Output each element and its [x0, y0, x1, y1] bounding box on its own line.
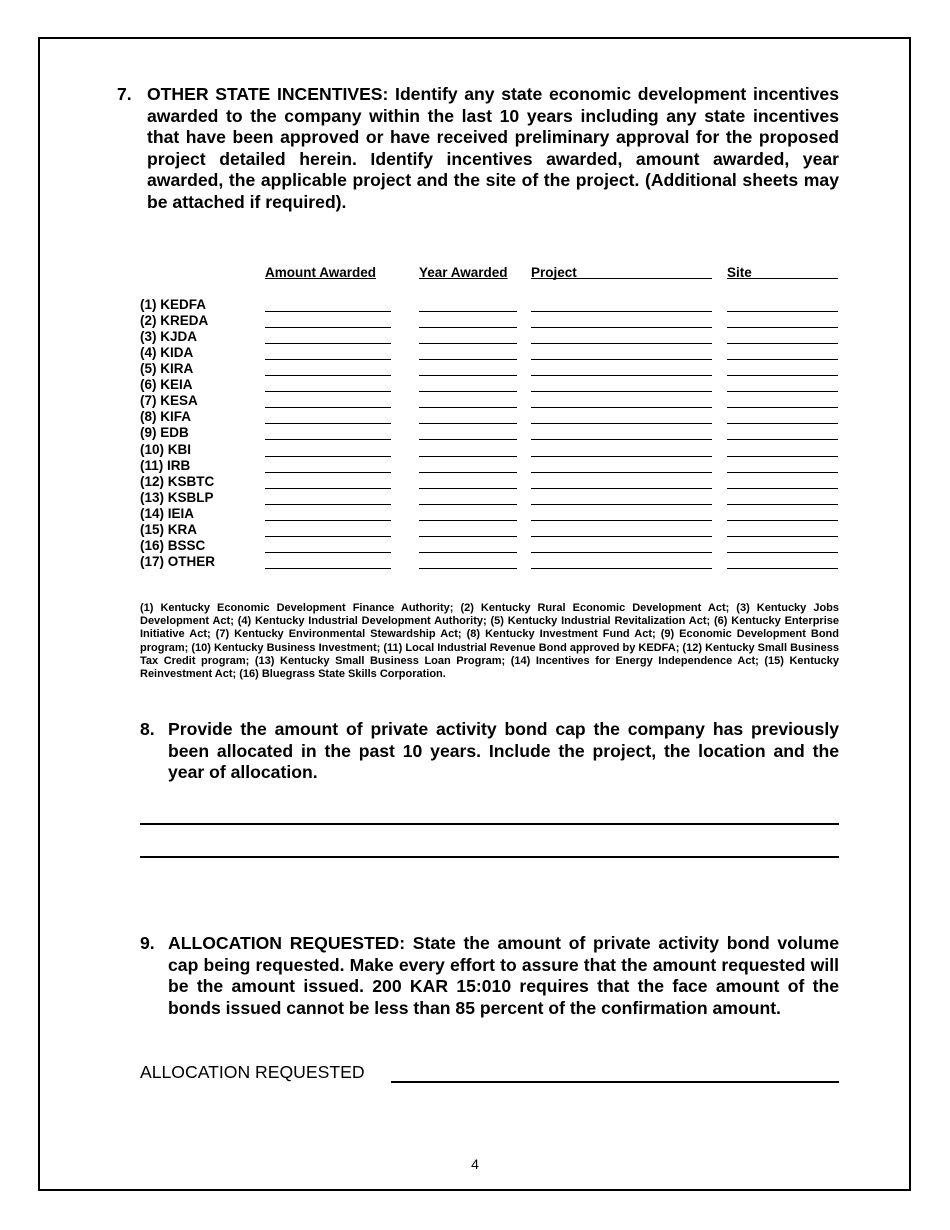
- blank-amount[interactable]: [265, 568, 391, 569]
- blank-amount[interactable]: [265, 439, 391, 440]
- blank-amount[interactable]: [265, 423, 391, 424]
- blank-site[interactable]: [727, 536, 838, 537]
- blank-project[interactable]: [531, 343, 712, 344]
- blank-project[interactable]: [531, 536, 712, 537]
- blank-site[interactable]: [727, 423, 838, 424]
- blank-amount[interactable]: [265, 552, 391, 553]
- question-9: [140, 933, 839, 1019]
- allocation-requested-field[interactable]: [391, 1081, 839, 1083]
- blank-year[interactable]: [419, 359, 517, 360]
- blank-project[interactable]: [531, 327, 712, 328]
- blank-project[interactable]: [531, 311, 712, 312]
- blank-project[interactable]: [531, 504, 712, 505]
- blank-year[interactable]: [419, 504, 517, 505]
- incentive-label: (15) KRA: [140, 521, 198, 537]
- blank-site[interactable]: [727, 375, 838, 376]
- incentive-label: (4) KIDA: [140, 345, 194, 361]
- blank-year[interactable]: [419, 327, 517, 328]
- incentive-label: (17) OTHER: [140, 553, 216, 569]
- header-site: Site: [727, 265, 838, 280]
- blank-site[interactable]: [727, 343, 838, 344]
- question-9-text: ALLOCATION REQUESTED: State the amount of private activity bond volume cap being requested. Make every effort to assure that the amount requested will be the amount issued. 200 KAR 15:010 requires that the face amount of the bonds issued cannot be less than 85 percent of the confirmation amount.: [168, 933, 839, 1018]
- incentive-footnote: (1) Kentucky Economic Development Finance Authority; (2) Kentucky Rural Economic Development Act; (3) Kentucky Jobs Development Act; (4) Kentucky Industrial Development Authority; (5) Kentucky Industrial Revitalization Act; (6) Kentucky Enterprise Initiative Act; (7) Kentucky Environmental Stewardship Act; (8) Kentucky Investment Fund Act; (9) Economic Development Bond program; (10) Kentucky Business Investment; (11) Local Industrial Revenue Bond approved by KEDFA; (12) Kentucky Small Business Tax Credit program; (13) Kentucky Small Business Loan Program; (14) Incentives for Energy Independence Act; (15) Kentucky Reinvestment Act; (16) Bluegrass State Skills Corporation.: [140, 602, 839, 681]
- question-9-number: 9.: [140, 933, 155, 953]
- blank-amount[interactable]: [265, 359, 391, 360]
- blank-site[interactable]: [727, 552, 838, 553]
- header-year-awarded: Year Awarded: [419, 265, 508, 280]
- blank-amount[interactable]: [265, 327, 391, 328]
- blank-year[interactable]: [419, 391, 517, 392]
- header-amount-awarded: Amount Awarded: [265, 265, 377, 280]
- blank-site[interactable]: [727, 456, 838, 457]
- blank-year[interactable]: [419, 439, 517, 440]
- blank-site[interactable]: [727, 327, 838, 328]
- blank-amount[interactable]: [265, 472, 391, 473]
- blank-year[interactable]: [419, 423, 517, 424]
- incentive-label: (9) EDB: [140, 425, 189, 441]
- incentive-label: (6) KEIA: [140, 377, 193, 393]
- header-project: Project: [531, 265, 712, 280]
- blank-site[interactable]: [727, 488, 838, 489]
- blank-site[interactable]: [727, 568, 838, 569]
- blank-year[interactable]: [419, 520, 517, 521]
- incentive-label: (16) BSSC: [140, 537, 206, 553]
- incentive-label: (14) IEIA: [140, 505, 195, 521]
- blank-project[interactable]: [531, 472, 712, 473]
- incentive-label: (8) KIFA: [140, 409, 192, 425]
- blank-amount[interactable]: [265, 311, 391, 312]
- blank-site[interactable]: [727, 407, 838, 408]
- blank-project[interactable]: [531, 568, 712, 569]
- blank-year[interactable]: [419, 552, 517, 553]
- blank-project[interactable]: [531, 407, 712, 408]
- answer-line-8b[interactable]: [140, 856, 839, 858]
- incentive-label: (1) KEDFA: [140, 297, 207, 312]
- incentive-label: (10) KBI: [140, 441, 192, 457]
- blank-project[interactable]: [531, 520, 712, 521]
- incentive-label: (13) KSBLP: [140, 489, 214, 505]
- blank-amount[interactable]: [265, 520, 391, 521]
- blank-project[interactable]: [531, 456, 712, 457]
- blank-site[interactable]: [727, 391, 838, 392]
- blank-amount[interactable]: [265, 391, 391, 392]
- blank-project[interactable]: [531, 439, 712, 440]
- blank-year[interactable]: [419, 375, 517, 376]
- incentive-label: (2) KREDA: [140, 313, 209, 329]
- answer-line-8a[interactable]: [140, 823, 839, 825]
- question-7-number: 7.: [117, 84, 132, 104]
- question-8-number: 8.: [140, 719, 155, 739]
- question-7-text: OTHER STATE INCENTIVES: Identify any state economic development incentives awarded to the company within the last 10 years including any state incentives that have been approved or have received preliminary approval for the proposed project detailed herein. Identify incentives awarded, amount awarded, year awarded, the applicable project and the site of the project. (Additional sheets may be attached if required).: [147, 84, 839, 212]
- blank-site[interactable]: [727, 311, 838, 312]
- blank-project[interactable]: [531, 552, 712, 553]
- question-8-text: Provide the amount of private activity bond cap the company has previously been allocated in the past 10 years. Include the project, the location and the year of allocation.: [168, 719, 839, 782]
- blank-year[interactable]: [419, 407, 517, 408]
- question-8: [140, 719, 839, 784]
- incentive-label: (12) KSBTC: [140, 473, 215, 489]
- blank-amount[interactable]: [265, 504, 391, 505]
- blank-year[interactable]: [419, 456, 517, 457]
- allocation-requested-label: ALLOCATION REQUESTED: [140, 1062, 365, 1082]
- blank-project[interactable]: [531, 391, 712, 392]
- blank-site[interactable]: [727, 359, 838, 360]
- blank-site[interactable]: [727, 472, 838, 473]
- incentive-label: (5) KIRA: [140, 361, 194, 377]
- blank-year[interactable]: [419, 311, 517, 312]
- blank-amount[interactable]: [265, 456, 391, 457]
- blank-year[interactable]: [419, 343, 517, 344]
- blank-year[interactable]: [419, 568, 517, 569]
- blank-site[interactable]: [727, 520, 838, 521]
- blank-project[interactable]: [531, 488, 712, 489]
- incentive-label: (7) KESA: [140, 393, 198, 409]
- blank-project[interactable]: [531, 375, 712, 376]
- question-7: [117, 84, 839, 213]
- blank-year[interactable]: [419, 472, 517, 473]
- blank-year[interactable]: [419, 536, 517, 537]
- blank-amount[interactable]: [265, 536, 391, 537]
- blank-site[interactable]: [727, 439, 838, 440]
- blank-amount[interactable]: [265, 488, 391, 489]
- blank-amount[interactable]: [265, 343, 391, 344]
- incentive-label: (3) KJDA: [140, 329, 198, 345]
- page-number: 4: [471, 1156, 479, 1172]
- blank-amount[interactable]: [265, 375, 391, 376]
- incentive-label: (11) IRB: [140, 457, 191, 473]
- blank-site[interactable]: [727, 504, 838, 505]
- blank-year[interactable]: [419, 488, 517, 489]
- blank-project[interactable]: [531, 359, 712, 360]
- blank-project[interactable]: [531, 423, 712, 424]
- blank-amount[interactable]: [265, 407, 391, 408]
